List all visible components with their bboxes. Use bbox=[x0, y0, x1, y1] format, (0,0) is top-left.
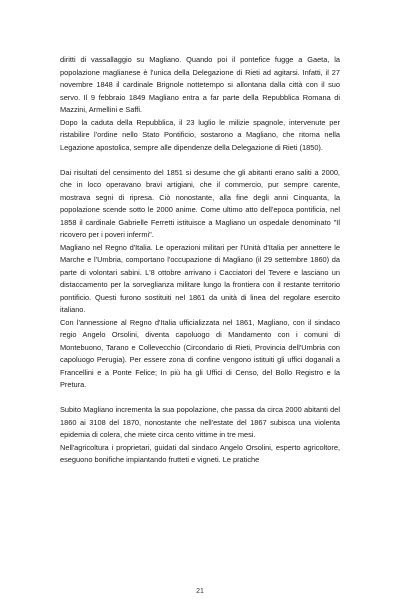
paragraph-6: Subito Magliano incrementa la sua popolazione, che passa da circa 2000 abitanti del 1860 ai 3108 del 1870, nonostante che nell'estate del 1867 subisca una violenta epidemia di colera, che miete circa cento vittime in tre mesi. bbox=[60, 405, 340, 439]
paragraph-4: Magliano nel Regno d'Italia. Le operazioni militari per l'Unità d'Italia per annettere le Marche e l'Umbria, comportano l'occupazione di Magliano (il 29 settembre 1860) da parte di volontari sabini. L'8 ottobre arrivano i Cacciatori del Tevere e lasciano un distaccamento per la sorveglianza militare lungo la frontiera con il restante territorio pontificio. Questi furono sostituiti nel 1861 da unità di linea del regolare esercito italiano. bbox=[60, 242, 340, 314]
paragraph-3: Dai risultati del censimento del 1851 si desume che gli abitanti erano saliti a 2000, che in loco operavano bravi artigiani, che il commercio, pur sempre carente, mostrava segni di ripresa. Ciò nonostante, alla fine degli anni Cinquanta, la popolazione scende sotto le 2000 anime. Come ultimo atto dell'epoca pontificia, nel 1858 il cardinale Gabrielle Ferretti istituisce a Magliano un ospedale denominato "Il ricovero per i poveri infermi". bbox=[60, 167, 340, 239]
paragraph-2: Dopo la caduta della Repubblica, il 23 luglio le milizie spagnole, intervenute per ristabilire l'ordine nello Stato Pontificio, sostarono a Magliano, che ritorna nella Legazione apostolica, sempre alle dipendenze della Delegazione di Rieti (1850). bbox=[60, 117, 340, 152]
paragraph-7: Nell'agricoltura i proprietari, guidati dal sindaco Angelo Orsolini, esperto agricoltore, eseguono bonifiche impiantando frutteti e vigneti. Le pratiche bbox=[60, 442, 340, 464]
page-number: 21 bbox=[196, 588, 204, 594]
paragraph-1: diritti di vassallaggio su Magliano. Quando poi il pontefice fugge a Gaeta, la popolazione maglianese è l'unica della Delegazione di Rieti ad agitarsi. Infatti, il 27 novembre 1848 il cardinale Brignole nottetempo si allontana dalla città con il suo servo. Il 9 febbraio 1849 Magliano entra a far parte della Repubblica Romana di Mazzini, Armellini e Saffi. bbox=[60, 55, 340, 114]
document-page bbox=[60, 54, 340, 467]
paragraph-5: Con l'annessione al Regno d'Italia ufficializzata nel 1861, Magliano, con il sindaco regio Angelo Orsolini, diventa capoluogo di Mandamento con i comuni di Montebuono, Tarano e Collevecchio (Circondario di Rieti, Provincia dell'Umbria con capoluogo Perugia). Per essere zona di confine vengono istituiti gli uffici doganali a Francellini e a Ponte Felice; In più ha gli Uffici di Censo, del Bollo Registro e la Pretura. bbox=[60, 317, 340, 389]
